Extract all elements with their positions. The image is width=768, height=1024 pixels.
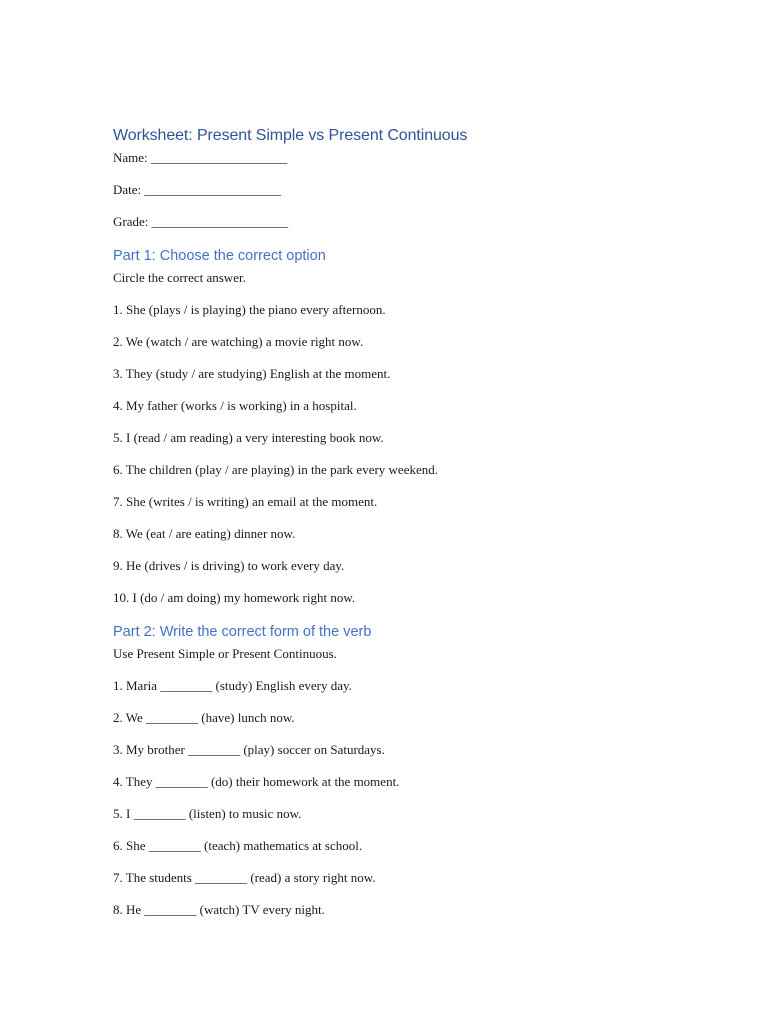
part2-item-7: 7. The students ________ (read) a story right now. (113, 870, 376, 885)
part2-instruction: Use Present Simple or Present Continuous. (113, 646, 337, 661)
part2-item-6: 6. She ________ (teach) mathematics at school. (113, 838, 363, 853)
name-field: Name: _____________________ (113, 150, 288, 165)
part2-heading: Part 2: Write the correct form of the verb (113, 624, 372, 640)
part1-instruction: Circle the correct answer. (113, 270, 246, 285)
part1-item-10: 10. I (do / am doing) my homework right now. (113, 590, 356, 605)
part1-item-1: 1. She (plays / is playing) the piano every afternoon. (113, 302, 386, 317)
part2-item-4: 4. They ________ (do) their homework at the moment. (113, 774, 400, 789)
part2-item-1: 1. Maria ________ (study) English every day. (113, 678, 352, 693)
part1-item-2: 2. We (watch / are watching) a movie right now. (113, 334, 364, 349)
part2-item-8: 8. He ________ (watch) TV every night. (113, 902, 325, 917)
part1-item-8: 8. We (eat / are eating) dinner now. (113, 526, 296, 541)
part1-heading: Part 1: Choose the correct option (113, 248, 326, 264)
part1-item-5: 5. I (read / am reading) a very interesting book now. (113, 430, 384, 445)
part2-item-5: 5. I ________ (listen) to music now. (113, 806, 302, 821)
part2-item-3: 3. My brother ________ (play) soccer on Saturdays. (113, 742, 385, 757)
part1-item-3: 3. They (study / are studying) English at the moment. (113, 366, 391, 381)
part1-item-7: 7. She (writes / is writing) an email at the moment. (113, 494, 378, 509)
grade-field: Grade: _____________________ (113, 214, 289, 229)
worksheet-title: Worksheet: Present Simple vs Present Continuous (113, 127, 468, 144)
part1-item-4: 4. My father (works / is working) in a hospital. (113, 398, 357, 413)
worksheet-page (113, 124, 673, 920)
part1-item-9: 9. He (drives / is driving) to work every day. (113, 558, 345, 573)
part1-item-6: 6. The children (play / are playing) in the park every weekend. (113, 462, 438, 477)
part2-item-2: 2. We ________ (have) lunch now. (113, 710, 295, 725)
date-field: Date: _____________________ (113, 182, 281, 197)
